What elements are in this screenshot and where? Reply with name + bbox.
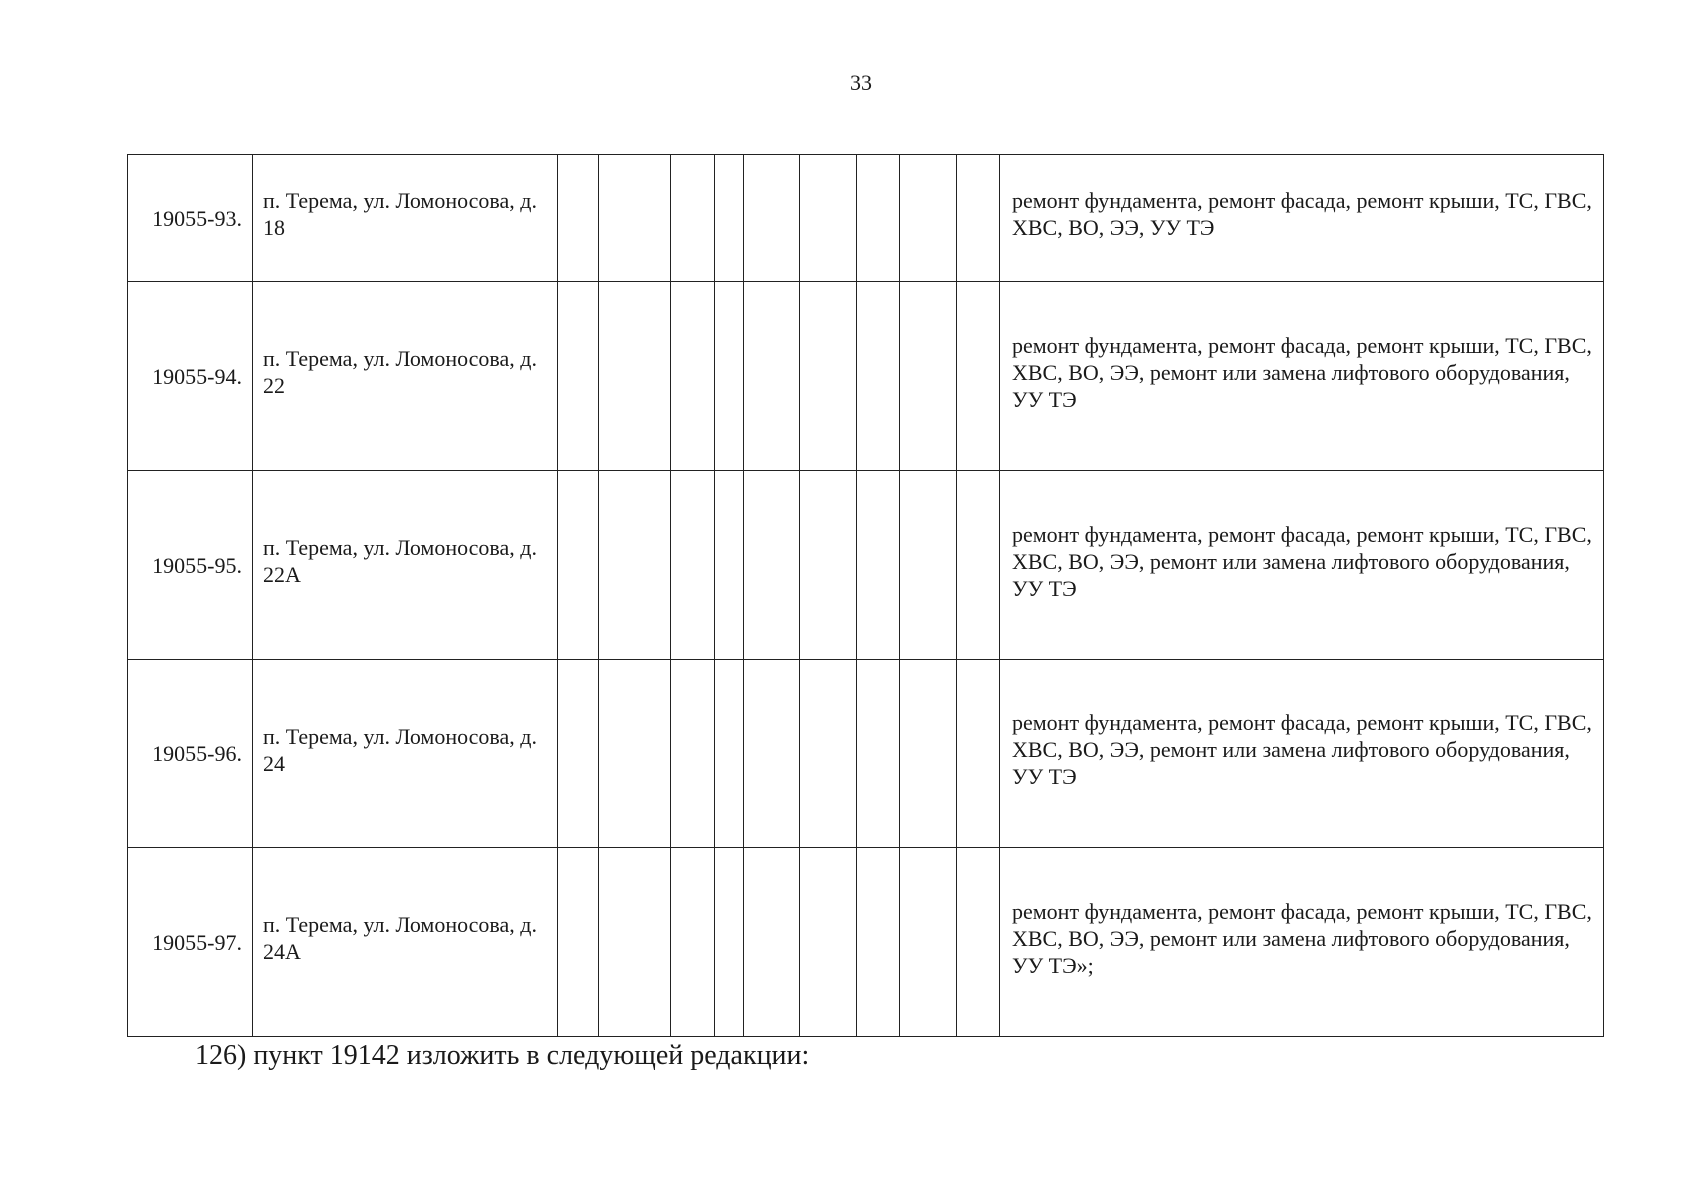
row-number: 19055-95.	[128, 471, 253, 660]
empty-cell	[957, 848, 1000, 1037]
empty-cell	[957, 155, 1000, 282]
empty-cell	[744, 471, 800, 660]
empty-cell	[671, 282, 715, 471]
empty-cell	[671, 848, 715, 1037]
table-row	[128, 282, 1604, 471]
housing-repair-table	[127, 154, 1604, 1037]
empty-cell	[599, 282, 671, 471]
row-address: п. Терема, ул. Ломоносова, д. 22	[253, 282, 558, 471]
empty-cell	[857, 660, 900, 848]
empty-cell	[715, 155, 744, 282]
row-number: 19055-94.	[128, 282, 253, 471]
empty-cell	[744, 660, 800, 848]
empty-cell	[957, 471, 1000, 660]
empty-cell	[744, 282, 800, 471]
empty-cell	[900, 660, 957, 848]
empty-cell	[671, 155, 715, 282]
empty-cell	[800, 282, 857, 471]
page-number: 33	[850, 70, 872, 95]
row-works: ремонт фундамента, ремонт фасада, ремонт крыши, ТС, ГВС, ХВС, ВО, ЭЭ, УУ ТЭ	[1000, 155, 1604, 282]
row-works: ремонт фундамента, ремонт фасада, ремонт крыши, ТС, ГВС, ХВС, ВО, ЭЭ, ремонт или замена лифтового оборудования, УУ ТЭ»;	[1000, 848, 1604, 1037]
empty-cell	[900, 848, 957, 1037]
row-address: п. Терема, ул. Ломоносова, д. 24А	[253, 848, 558, 1037]
empty-cell	[671, 471, 715, 660]
empty-cell	[715, 848, 744, 1037]
empty-cell	[671, 660, 715, 848]
empty-cell	[715, 471, 744, 660]
empty-cell	[800, 471, 857, 660]
empty-cell	[558, 848, 599, 1037]
table-row	[128, 155, 1604, 282]
empty-cell	[558, 660, 599, 848]
empty-cell	[599, 471, 671, 660]
row-works: ремонт фундамента, ремонт фасада, ремонт крыши, ТС, ГВС, ХВС, ВО, ЭЭ, ремонт или замена лифтового оборудования, УУ ТЭ	[1000, 282, 1604, 471]
empty-cell	[800, 660, 857, 848]
row-address: п. Терема, ул. Ломоносова, д. 22А	[253, 471, 558, 660]
empty-cell	[800, 155, 857, 282]
empty-cell	[744, 155, 800, 282]
row-works: ремонт фундамента, ремонт фасада, ремонт крыши, ТС, ГВС, ХВС, ВО, ЭЭ, ремонт или замена лифтового оборудования, УУ ТЭ	[1000, 660, 1604, 848]
empty-cell	[900, 471, 957, 660]
empty-cell	[857, 848, 900, 1037]
table-row	[128, 471, 1604, 660]
empty-cell	[957, 282, 1000, 471]
empty-cell	[558, 471, 599, 660]
row-number: 19055-96.	[128, 660, 253, 848]
empty-cell	[715, 282, 744, 471]
empty-cell	[957, 660, 1000, 848]
empty-cell	[857, 282, 900, 471]
table-row	[128, 660, 1604, 848]
row-works: ремонт фундамента, ремонт фасада, ремонт крыши, ТС, ГВС, ХВС, ВО, ЭЭ, ремонт или замена лифтового оборудования, УУ ТЭ	[1000, 471, 1604, 660]
empty-cell	[558, 282, 599, 471]
empty-cell	[599, 660, 671, 848]
empty-cell	[558, 155, 599, 282]
empty-cell	[900, 155, 957, 282]
empty-cell	[599, 155, 671, 282]
empty-cell	[900, 282, 957, 471]
amendment-instruction: 126) пункт 19142 изложить в следующей редакции:	[195, 1040, 810, 1071]
empty-cell	[715, 660, 744, 848]
empty-cell	[857, 155, 900, 282]
empty-cell	[599, 848, 671, 1037]
empty-cell	[800, 848, 857, 1037]
row-number: 19055-97.	[128, 848, 253, 1037]
row-address: п. Терема, ул. Ломоносова, д. 18	[253, 155, 558, 282]
empty-cell	[857, 471, 900, 660]
row-number: 19055-93.	[128, 155, 253, 282]
table-row	[128, 848, 1604, 1037]
empty-cell	[744, 848, 800, 1037]
row-address: п. Терема, ул. Ломоносова, д. 24	[253, 660, 558, 848]
